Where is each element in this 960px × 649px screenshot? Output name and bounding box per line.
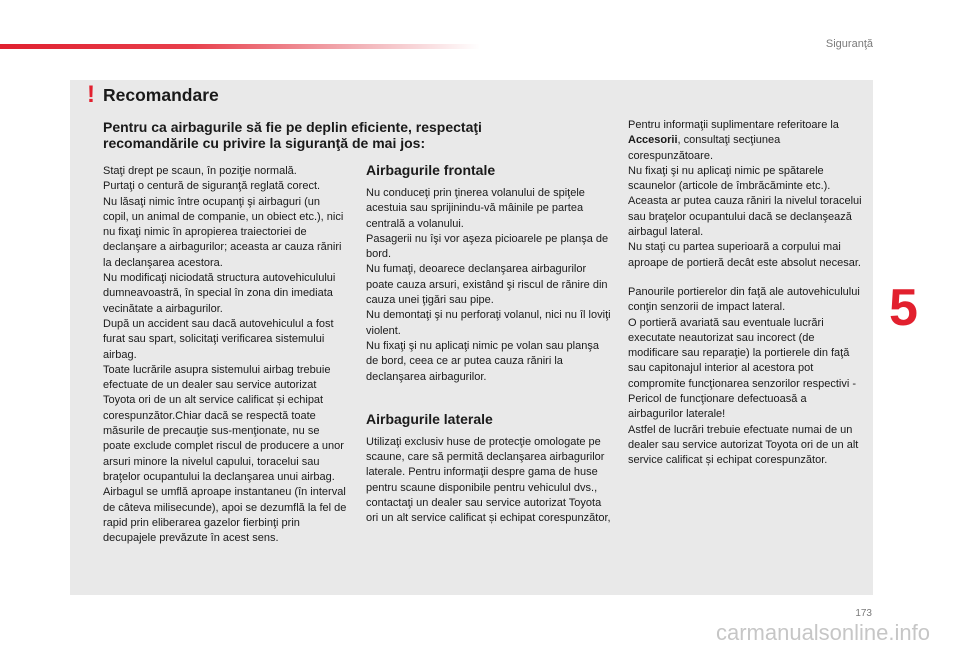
section-header: Siguranţă <box>825 38 873 50</box>
door-sensors-text: Panourile portierelor din faţă ale autovehiculului conţin senzorii de impact lateral. O portieră avariată sau eventuale lucrări executate neautorizat sau incorect (de modificare sau reparaţie) la portierele din faţă sau capitonajul interior al acestora pot compromite funcţionarea senzorilor respectivi - Pericol de funcţionare defectuoasă a airbagurilor laterale! Astfel de lucrări trebuie efectuate numai de un dealer sau service autorizat Toyota ori de un alt service calificat și echipat corespunzător. <box>628 285 860 467</box>
accessories-rest: , consultaţi secţiunea corespunzătoare. Nu fixaţi şi nu aplicaţi nimic pe spătarele scaunelor (articole de îmbrăcăminte etc.). Aceasta ar putea cauza răniri la nivelul toracelui sau braţelor ocupantului dacă se declanşează airbagul lateral. Nu staţi cu partea superioară a corpului mai aproape de portieră decât este absolut necesar. <box>628 134 862 269</box>
lateral-airbags-heading: Airbagurile laterale <box>366 410 493 427</box>
general-recommendations-text: Staţi drept pe scaun, în poziţie normală. Purtaţi o centură de siguranţă reglată corect. Nu lăsaţi nimic între ocupanţi şi airbaguri (un copil, un animal de companie, un obiect etc.), nici nu fixaţi nimic în apropierea traiectoriei de declanşare a airbagurilor; aceasta ar cauza răniri la declanşarea acestora. Nu modificaţi niciodată structura autovehiculului dumneavoastră, în special în zona din imediata vecinătate a airbagurilor. După un accident sau dacă autovehiculul a fost furat sau spart, solicitaţi verificarea sistemului airbag. Toate lucrările asupra sistemului airbag trebuie efectuate de un dealer sau service autorizat Toyota ori de un alt service calificat și echipat corespunzător.Chiar dacă se respectă toate măsurile de precauţie sus-menţionate, nu se poate exclude complet riscul de producere a unor arsuri minore la nivelul capului, toracelui sau braţelor ocupantului la declanşarea unui airbag. Airbagul se umflă aproape instantaneu (în interval de câteva milisecunde), apoi se dezumflă la fel de rapid prin eliberarea gazelor fierbinţi prin decupajele prevăzute în acest sens. <box>103 165 347 545</box>
page-number: 173 <box>855 608 872 619</box>
accessories-paragraph <box>628 118 863 271</box>
column-lateral-continued <box>628 118 863 469</box>
warning-icon: ! <box>87 81 95 108</box>
column-airbags <box>366 162 611 527</box>
watermark: carmanualsonline.info <box>715 620 930 645</box>
chapter-number: 5 <box>889 279 918 337</box>
box-title: Recomandare <box>103 85 219 105</box>
accessories-intro: Pentru informaţii suplimentare referitoare la <box>628 119 839 131</box>
box-subtitle: Pentru ca airbagurile să fie pe deplin eficiente, respectaţi recomandările cu privire la siguranţă de mai jos: <box>103 119 482 151</box>
top-accent-bar <box>0 44 480 49</box>
column-general <box>103 164 348 546</box>
accessories-link-text: Accesorii <box>628 134 678 147</box>
lateral-airbags-text: Utilizaţi exclusiv huse de protecţie omologate pe scaune, care să permită declanşarea airbagurilor laterale. Pentru informaţii despre gama de huse pentru scaune disponibile pentru vehiculul dvs., contactaţi un dealer sau service autorizat Toyota ori un alt service calificat și echipat corespunzător, <box>366 435 611 525</box>
frontal-airbags-text: Nu conduceţi prin ţinerea volanului de spiţele acestuia sau sprijinindu-vă mâinile pe partea centrală a volanului. Pasagerii nu îşi vor aşeza picioarele pe planşa de bord. Nu fumaţi, deoarece declanşarea airbagurilor poate cauza arsuri, existând şi riscul de rănire din cauza unei ţigări sau pipe. Nu demontaţi şi nu perforaţi volanul, nici nu îl loviţi violent. Nu fixaţi şi nu aplicaţi nimic pe volan sau planşa de bord, ceea ce ar putea cauza răniri la declanşarea airbagurilor. <box>366 187 611 383</box>
frontal-airbags-heading: Airbagurile frontale <box>366 162 496 178</box>
